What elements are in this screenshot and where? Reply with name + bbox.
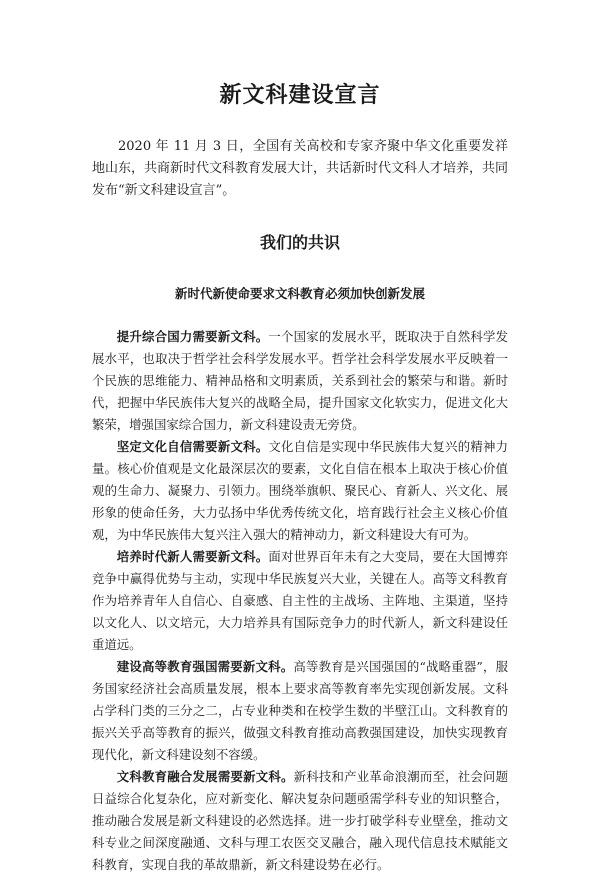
paragraph-lead: 坚定文化自信需要新文科。 <box>116 439 269 454</box>
paragraph-cultural-confidence <box>92 436 508 546</box>
paragraph-higher-education <box>92 656 508 766</box>
paragraph-body: 面对世界百年未有之大变局，要在大国博弈竞争中赢得优势与主动，实现中华民族复兴大业，关键在人。高等文科教育作为培养青年人自信心、自豪感、自主性的主战场、主阵地、主渠道，坚持以文化人、以文培元，大力培养具有国际竞争力的时代新人，新文科建设任重道远。 <box>92 549 509 652</box>
paragraph-integrated-development <box>92 766 508 876</box>
paragraph-new-generation <box>92 546 508 656</box>
paragraph-lead: 文科教育融合发展需要新文科。 <box>116 769 294 784</box>
paragraph-body: 一个国家的发展水平，既取决于自然科学发展水平，也取决于哲学社会科学发展水平。哲学社会科学发展水平反映着一个民族的思维能力、精神品格和文明素质，关系到社会的繁荣与和谐。新时代，把握中华民族伟大复兴的战略全局，提升国家文化软实力，促进文化大繁荣，增强国家综合国力，新文科建设责无旁贷。 <box>92 329 509 432</box>
paragraph-body: 高等教育是兴国强国的“战略重器”，服务国家经济社会高质量发展，根本上要求高等教育率先实现创新发展。文科占学科门类的三分之二，占专业种类和在校学生数的半壁江山。文科教育的振兴关乎高等教育的振兴，做强文科教育推动高教强国建设，加快实现教育现代化，新文科建设刻不容缓。 <box>92 659 508 762</box>
paragraph-lead: 提升综合国力需要新文科。 <box>116 329 269 344</box>
section-heading: 我们的共识 <box>259 233 340 252</box>
paragraph-lead: 建设高等教育强国需要新文科。 <box>116 659 294 674</box>
intro-paragraph: 2020 年 11 月 3 日，全国有关高校和专家齐聚中华文化重要发祥地山东，共商新时代文科教育发展大计，共话新时代文科人才培养，共同发布“新文科建设宣言”。 <box>92 139 509 198</box>
paragraph-lead: 培养时代新人需要新文科。 <box>116 549 269 564</box>
paragraph-body: 文化自信是实现中华民族伟大复兴的精神力量。核心价值观是文化最深层次的要素，文化自信在根本上取决于核心价值观的生命力、凝聚力、引领力。围绕举旗帜、聚民心、育新人、兴文化、展形象的使命任务，大力弘扬中华优秀传统文化，培育践行社会主义核心价值观，为中华民族伟大复兴注入强大的精神动力，新文科建设大有可为。 <box>92 439 509 542</box>
sub-heading: 新时代新使命要求文科教育必须加快创新发展 <box>174 286 425 301</box>
paragraph-comprehensive-strength <box>92 326 508 436</box>
paragraph-body: 新科技和产业革命浪潮而至，社会问题日益综合化复杂化，应对新变化、解决复杂问题亟需学科专业的知识整合，推动融合发展是新文科建设的必然选择。进一步打破学科专业壁垒，推动文科专业之间深度融通、文科与理工农医交叉融合，融入现代信息技术赋能文科教育，实现自我的革故鼎新，新文科建设势在必行。 <box>92 769 509 872</box>
body-paragraphs <box>92 326 508 876</box>
document-title: 新文科建设宣言 <box>219 82 381 108</box>
